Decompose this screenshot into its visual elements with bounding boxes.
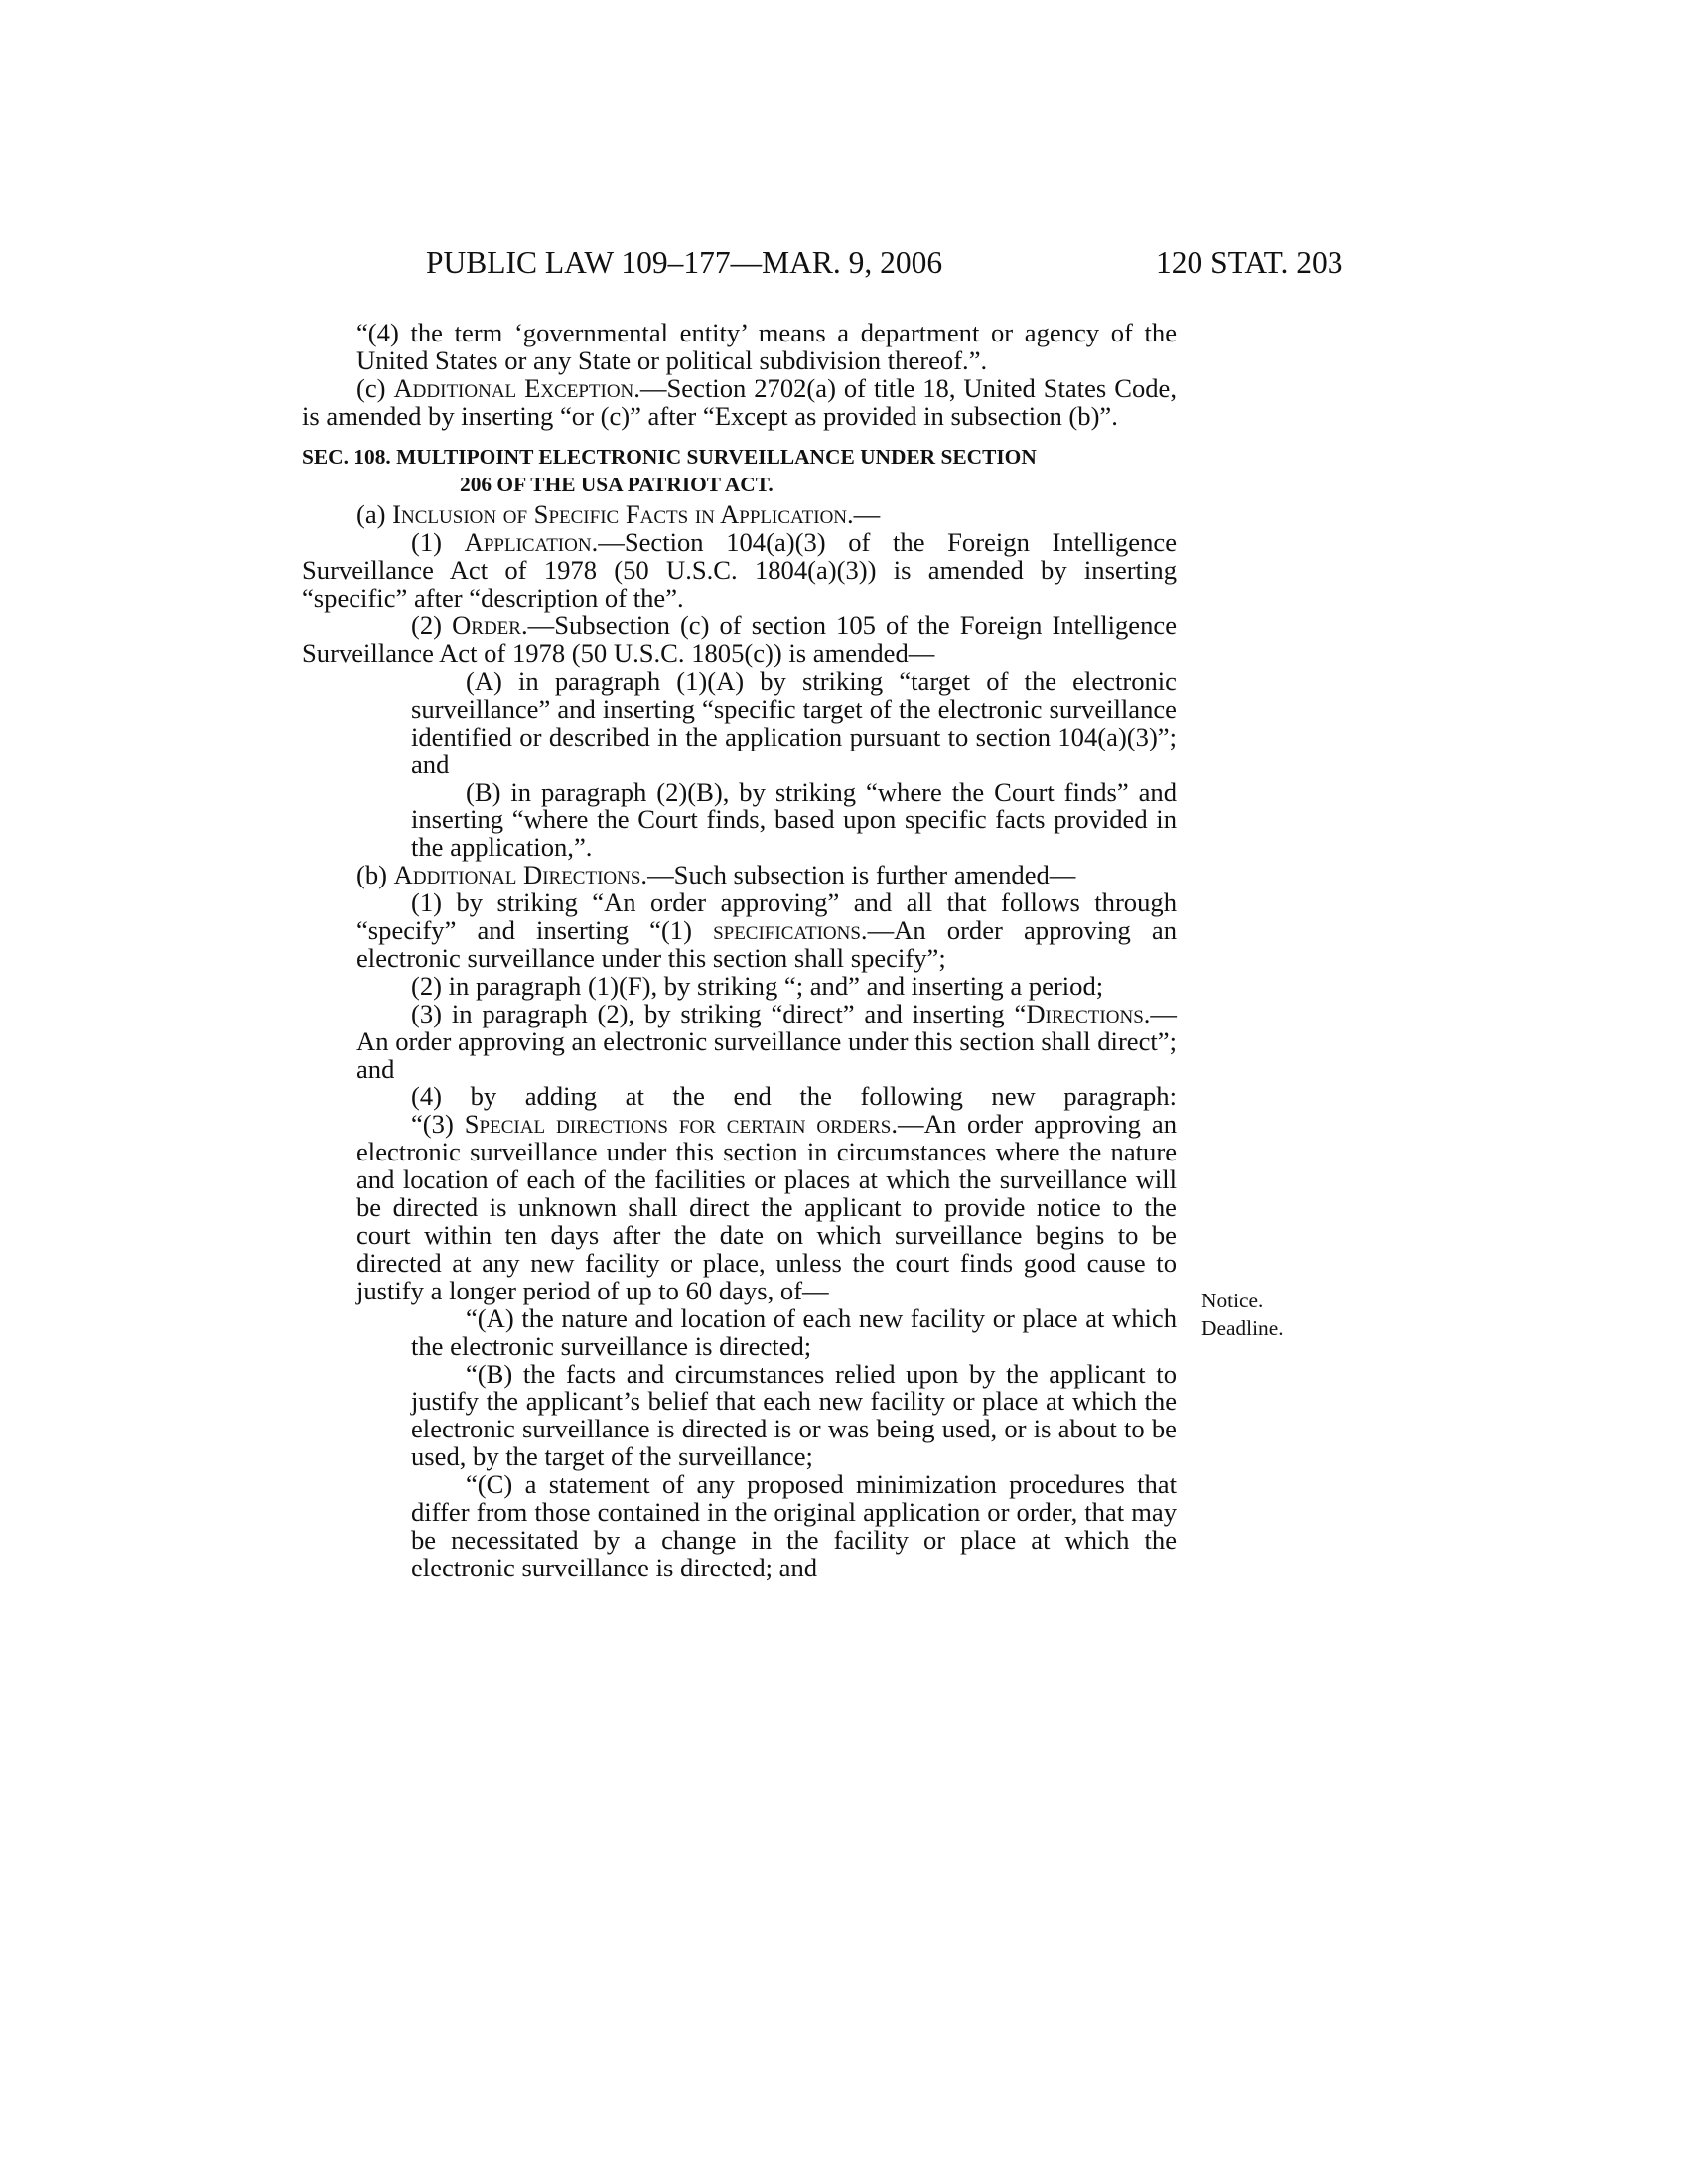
subsection-b: (b) Additional Directions.—Such subsection is further amended— xyxy=(356,860,1076,890)
paragraph-governmental-entity: “(4) the term ‘governmental entity’ means a department or agency of the United States or any State or political subdivision thereof.”. xyxy=(356,318,1177,375)
paragraph-a2-A: (A) in paragraph (1)(A) by striking “target of the electronic surveillance” and inserting “specific target of the electronic surveillance identified or described in the application pursuant to section 104(a)(3)”; and xyxy=(411,665,1177,779)
paragraph-quoted-A: “(A) the nature and location of each new facility or place at which the electronic surveillance is directed; xyxy=(411,1302,1177,1361)
section-heading: SEC. 108. MULTIPOINT ELECTRONIC SURVEILLANCE UNDER SECTION 206 OF THE USA PATRIOT ACT. xyxy=(302,444,1037,496)
paragraph-a2: (2) Order.—Subsection (c) of section 105 of the Foreign Intelligence Surveillance Act of 1978 (50 U.S.C. 1805(c)) is amended— xyxy=(302,611,1177,668)
paragraph-additional-exception: (c) Additional Exception.—Section 2702(a) of title 18, United States Code, is amended by inserting “or (c)” after “Except as provided in subsection (b)”. xyxy=(302,372,1177,431)
paragraph-quoted-B: “(B) the facts and circumstances relied upon by the applicant to justify the applicant’s belief that each new facility or place at which the electronic surveillance is directed is or was being used, or is about to be used, by the target of the surveillance; xyxy=(411,1358,1177,1472)
subsection-heading: Additional Exception. xyxy=(393,372,640,403)
page-stat-number: 120 STAT. 203 xyxy=(1156,245,1343,280)
document-body xyxy=(302,320,1177,1582)
paragraph-a2-B: (B) in paragraph (2)(B), by striking “where the Court finds” and inserting “where the Court finds, based upon specific facts provided in the application,”. xyxy=(411,776,1177,863)
paragraph-b1: (1) by striking “An order approving” and all that follows through “specify” and inserting “(1) specifications.—An order approving an electronic surveillance under this section shall specify”; xyxy=(356,887,1177,973)
subsection-a-heading: (a) Inclusion of Specific Facts in Application.— xyxy=(356,499,881,530)
margin-note-notice: Notice. xyxy=(1201,1289,1264,1312)
margin-note-deadline: Deadline. xyxy=(1201,1316,1284,1340)
running-header-title: PUBLIC LAW 109–177—MAR. 9, 2006 xyxy=(426,245,943,280)
paragraph-b2: (2) in paragraph (1)(F), by striking “; and” and inserting a period; xyxy=(411,970,1104,1001)
paragraph-quoted-C: “(C) a statement of any proposed minimization procedures that differ from those contained in the original application or order, that may be necessitated by a change in the facility or place at which the electronic surveillance is directed; and xyxy=(411,1469,1177,1582)
paragraph-special-directions: “(3) Special directions for certain orders.—An order approving an electronic surveillance under this section in circumstances where the nature and location of each of the facilities or places at which the surveillance will be directed is unknown shall direct the applicant to provide notice to the court within ten days after the date on which surveillance begins to be directed at any new facility or place, unless the court finds good cause to justify a longer period of up to 60 days, of— xyxy=(356,1109,1177,1305)
paragraph-b4: (4) by adding at the end the following new paragraph: xyxy=(411,1081,1177,1112)
paragraph-a1: (1) Application.—Section 104(a)(3) of the Foreign Intelligence Surveillance Act of 1978 (50 U.S.C. 1804(a)(3)) is amended by inserting “specific” after “description of the”. xyxy=(302,527,1177,614)
paragraph-b3: (3) in paragraph (2), by striking “direct” and inserting “Directions.—An order approving an electronic surveillance under this section shall direct”; and xyxy=(356,998,1177,1084)
